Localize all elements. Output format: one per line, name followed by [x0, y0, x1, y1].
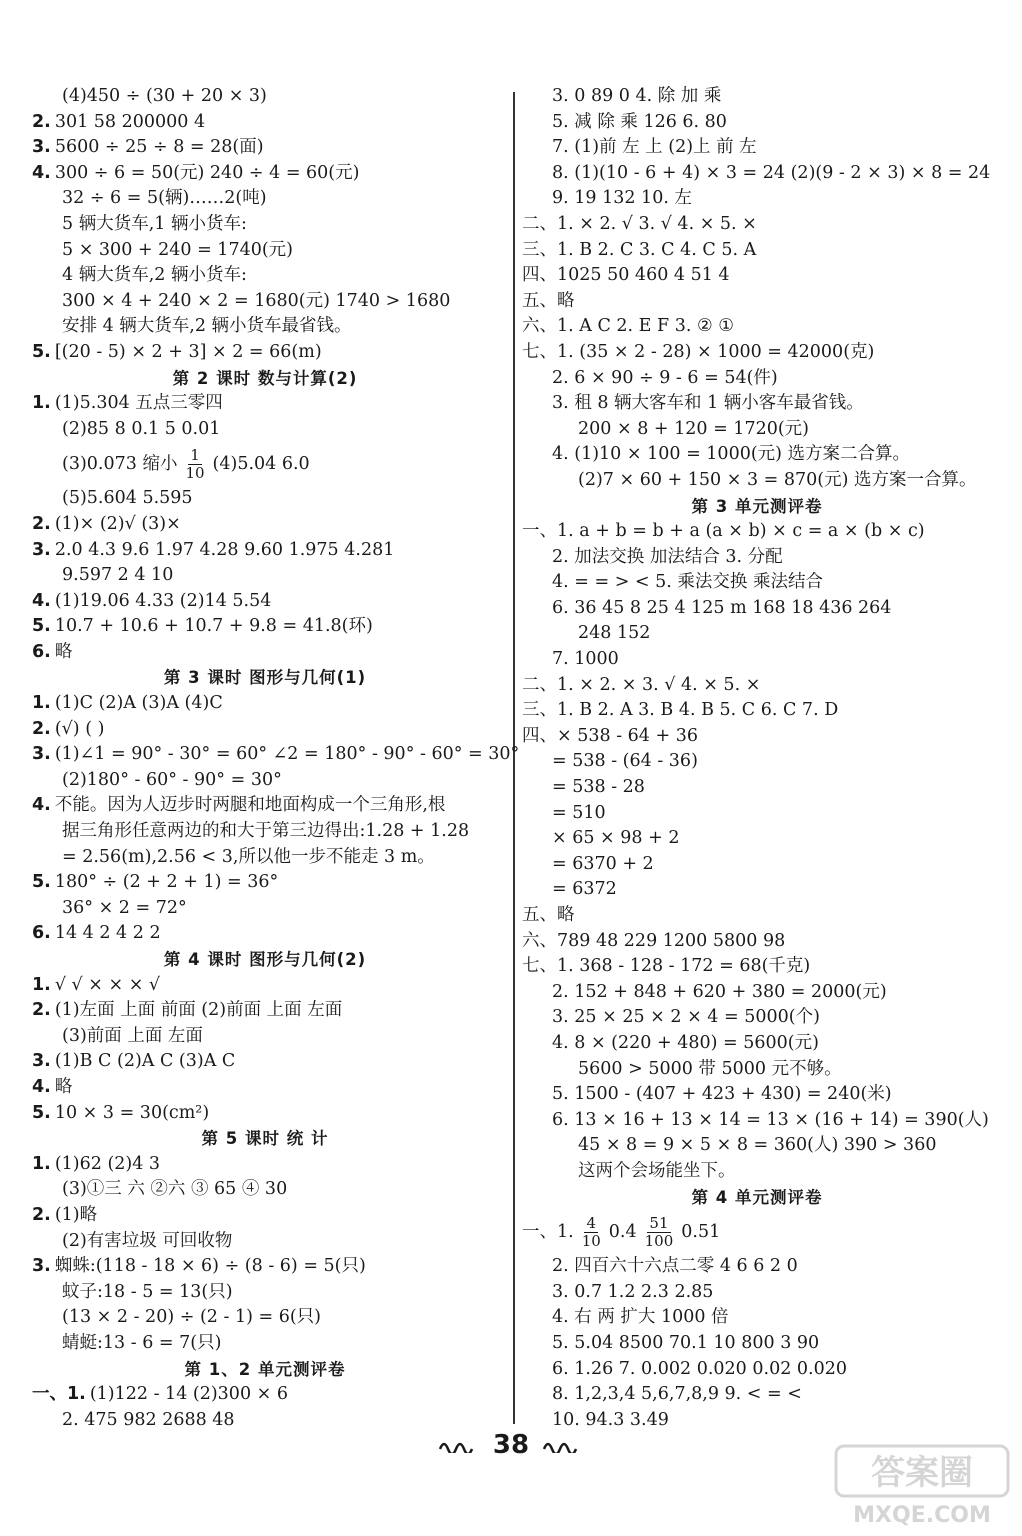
answer-text: 五、略: [522, 905, 575, 925]
answer-line: [522, 980, 992, 1006]
answer-line: [522, 954, 992, 980]
answer-text: 二、1. × 2. × 3. √ 4. × 5. ×: [522, 674, 761, 695]
answer-line: [522, 519, 992, 545]
answer-text: 10 × 3 = 30(cm²): [54, 1102, 210, 1123]
answer-text: 5. 1500 - (407 + 423 + 430) = 240(米): [552, 1084, 892, 1105]
question-number: 3.: [32, 1256, 51, 1277]
answer-text: 45 × 8 = 9 × 5 × 8 = 360(人) 390 > 360: [578, 1135, 937, 1156]
answer-text: 6. 13 × 16 + 13 × 14 = 13 × (16 + 14) = 390(人): [552, 1109, 989, 1130]
answer-text: (3)0.073 缩小: [62, 454, 178, 475]
answer-text: 4. 右 两 扩大 1000 倍: [552, 1307, 729, 1328]
answer-line: [32, 973, 498, 999]
answer-text: 2.0 4.3 9.6 1.97 4.28 9.60 1.975 4.281: [54, 539, 395, 560]
answer-line: [32, 314, 498, 340]
answer-line: [32, 691, 498, 717]
answer-line: [32, 442, 498, 486]
answer-line: [32, 238, 498, 264]
answer-line: [522, 238, 992, 264]
answer-text: 三、1. B 2. C 3. C 4. C 5. A: [522, 239, 757, 260]
answer-line: [32, 1229, 498, 1255]
answer-text: (2)有害垃圾 可回收物: [62, 1230, 233, 1251]
answer-line: [522, 1305, 992, 1331]
answer-text: 248 152: [578, 623, 651, 644]
answer-line: [32, 1075, 498, 1101]
answer-text: 7. (1)前 左 上 (2)上 前 左: [552, 137, 757, 158]
answer-text: 200 × 8 + 120 = 1720(元): [578, 418, 809, 439]
answer-line: [32, 135, 498, 161]
answer-text: 五、略: [522, 290, 575, 311]
answer-text: (3)前面 上面 左面: [62, 1025, 203, 1046]
answer-line: [32, 1203, 498, 1229]
section-heading: 第 2 课时 数与计算(2): [172, 368, 358, 388]
right-ornament-icon: [542, 1437, 584, 1453]
answer-line: [32, 717, 498, 743]
question-number: 6.: [32, 641, 51, 662]
answer-line: [32, 84, 498, 110]
answer-line: [522, 1382, 992, 1408]
answer-line: [522, 852, 992, 878]
answer-text: 32 ÷ 6 = 5(辆)……2(吨): [62, 188, 267, 209]
question-number: 2.: [32, 111, 51, 132]
fraction-numerator: 4: [586, 1214, 597, 1233]
answer-line: [522, 698, 992, 724]
answer-line: [522, 1357, 992, 1383]
answer-line: [522, 263, 992, 289]
answer-text: (1)122 - 14 (2)300 × 6: [89, 1384, 289, 1405]
answer-line: [32, 1049, 498, 1075]
answer-text: 3. 25 × 25 × 2 × 4 = 5000(个): [552, 1007, 820, 1028]
answer-text: 180° ÷ (2 + 2 + 1) = 36°: [54, 872, 279, 893]
question-number: 1.: [32, 693, 51, 714]
answer-text: = 538 - 28: [552, 777, 645, 798]
answer-text: 蜻蜓:13 - 6 = 7(只): [62, 1332, 222, 1353]
answer-text: = 510: [552, 802, 606, 823]
answer-line: [522, 161, 992, 187]
answer-text: 七、1. 368 - 128 - 172 = 68(千克): [522, 956, 811, 977]
question-number: 2.: [32, 513, 51, 534]
question-number: 2.: [32, 1000, 51, 1021]
question-number: 5.: [32, 616, 51, 637]
answer-line: [32, 1280, 498, 1306]
answer-line: [32, 1331, 498, 1357]
answer-text: 四、× 538 - 64 + 36: [522, 725, 698, 746]
answer-text: 6. 1.26 7. 0.002 0.020 0.02 0.020: [552, 1358, 847, 1379]
answer-text: × 65 × 98 + 2: [552, 828, 680, 849]
answer-line: [32, 417, 498, 443]
answer-line: [522, 673, 992, 699]
answer-text: 5600 ÷ 25 ÷ 8 = 28(面): [54, 137, 264, 158]
answer-line: [32, 870, 498, 896]
answer-line: [32, 1101, 498, 1127]
answer-text: 300 × 4 + 240 × 2 = 1680(元) 1740 > 1680: [62, 290, 451, 311]
question-number: 2.: [32, 1204, 51, 1225]
answer-line: [522, 775, 992, 801]
answer-line: [32, 589, 498, 615]
answer-text: 5 × 300 + 240 = 1740(元): [62, 239, 293, 260]
answer-text: 三、1. B 2. A 3. B 4. B 5. C 6. C 7. D: [522, 700, 839, 721]
question-number: 一、1.: [32, 1384, 86, 1405]
answer-text: (1)19.06 4.33 (2)14 5.54: [54, 590, 272, 611]
question-number: 4.: [32, 1076, 51, 1097]
answer-text: (1)∠1 = 90° - 30° = 60° ∠2 = 180° - 90° - 60° = 30°: [54, 744, 520, 765]
answer-line: [32, 793, 498, 819]
answer-line: [32, 1024, 498, 1050]
answer-line: [522, 1031, 992, 1057]
question-number: 5.: [32, 341, 51, 362]
answer-text: 六、789 48 229 1200 5800 98: [522, 930, 786, 951]
answer-text: 8. (1)(10 - 6 + 4) × 3 = 24 (2)(9 - 2 × 3) × 8 = 24: [552, 162, 991, 183]
answer-line: [522, 468, 992, 494]
answer-text: 略: [54, 641, 73, 662]
answer-line: [32, 742, 520, 768]
answer-text: (5)5.604 5.595: [62, 488, 193, 509]
answer-line: [522, 366, 992, 392]
answer-line: [522, 391, 992, 417]
answer-text-after: (4)5.04 6.0: [212, 454, 310, 475]
answer-text: 301 58 200000 4: [54, 111, 206, 132]
answer-line: [522, 417, 992, 443]
question-number: 3.: [32, 1051, 51, 1072]
answer-line: [522, 135, 992, 161]
answer-text: (1)略: [54, 1204, 98, 1225]
answer-line: [32, 110, 498, 136]
answer-text: (1)5.304 五点三零四: [54, 393, 223, 414]
answer-text: = 6370 + 2: [552, 853, 654, 874]
answer-text: (13 × 2 - 20) ÷ (2 - 1) = 6(只): [62, 1307, 321, 1328]
answer-line: [32, 1152, 498, 1178]
page-number: 38: [492, 1430, 530, 1460]
question-number: 1.: [32, 1153, 51, 1174]
answer-text: 四、1025 50 460 4 51 4: [522, 265, 730, 286]
answer-line: [522, 1331, 992, 1357]
answer-line: [522, 442, 992, 468]
watermark-logo: [832, 1442, 1012, 1528]
answer-line: [522, 1005, 992, 1031]
question-number: 1.: [32, 393, 51, 414]
answer-text: 蚊子:18 - 5 = 13(只): [62, 1281, 233, 1302]
answer-text: 这两个会场能坐下。: [578, 1160, 736, 1181]
answer-line: [522, 749, 992, 775]
answer-line: [32, 512, 498, 538]
question-number: 4.: [32, 162, 51, 183]
answer-text: 一、1. a + b = b + a (a × b) × c = a × (b × c): [522, 521, 925, 542]
answer-text: 据三角形任意两边的和大于第三边得出:1.28 + 1.28: [62, 821, 470, 842]
fraction: [183, 447, 206, 482]
section-heading: 第 5 课时 统 计: [201, 1129, 329, 1149]
answer-text: (1)C (2)A (3)A (4)C: [54, 693, 223, 714]
answer-line: [32, 538, 498, 564]
answer-text: 4. 8 × (220 + 480) = 5600(元): [552, 1032, 819, 1053]
answer-text: 9. 19 132 10. 左: [552, 188, 692, 209]
answer-text: 6. 36 45 8 25 4 125 m 168 18 436 264: [552, 597, 892, 618]
answer-line: [32, 1254, 498, 1280]
answer-text: 二、1. × 2. √ 3. √ 4. × 5. ×: [522, 213, 757, 234]
answer-line: [32, 998, 498, 1024]
answer-line: [522, 1133, 992, 1159]
answer-line: [522, 186, 992, 212]
fraction: [643, 1215, 676, 1250]
answer-line: [32, 212, 498, 238]
answer-line: [522, 877, 992, 903]
answer-text: 7. 1000: [552, 649, 619, 670]
question-number: 6.: [32, 923, 51, 944]
answer-text: 36° × 2 = 72°: [62, 897, 187, 918]
answer-text: 2. 四百六十六点二零 4 6 6 2 0: [552, 1256, 798, 1277]
answer-text: = 538 - (64 - 36): [552, 751, 698, 772]
answer-line: [522, 647, 992, 673]
answer-text: (2)180° - 60° - 90° = 30°: [62, 769, 282, 790]
question-number: 3.: [32, 744, 51, 765]
answer-line: [32, 614, 498, 640]
answer-line: [522, 340, 992, 366]
answer-line: [522, 929, 992, 955]
answer-text: 蜘蛛:(118 - 18 × 6) ÷ (8 - 6) = 5(只): [54, 1256, 366, 1277]
answer-text: 2. 6 × 90 ÷ 9 - 6 = 54(件): [552, 367, 778, 388]
question-number: 5.: [32, 872, 51, 893]
answer-text: 略: [54, 1076, 73, 1097]
answer-text: (3)①三 六 ②六 ③ 65 ④ 30: [62, 1179, 288, 1200]
answer-text: = 6372: [552, 879, 617, 900]
answer-line: [32, 186, 498, 212]
answer-text: 5. 5.04 8500 70.1 10 800 3 90: [552, 1332, 820, 1353]
section-heading: 第 3 课时 图形与几何(1): [163, 668, 367, 688]
watermark-url: MXQE.COM: [853, 1503, 991, 1528]
answer-line: [32, 845, 498, 871]
question-number: 3.: [32, 137, 51, 158]
answer-text: 七、1. (35 × 2 - 28) × 1000 = 42000(克): [522, 341, 875, 362]
answer-line: [522, 1280, 992, 1306]
answer-text: 10.7 + 10.6 + 10.7 + 9.8 = 41.8(环): [54, 616, 373, 637]
section-heading: 第 4 课时 图形与几何(2): [163, 950, 367, 969]
answer-text: 300 ÷ 6 = 50(元) 240 ÷ 4 = 60(元): [54, 162, 360, 183]
answer-line: [522, 314, 992, 340]
left-ornament-icon: [438, 1437, 480, 1453]
answer-text: 5 辆大货车,1 辆小货车:: [62, 213, 247, 234]
fraction-denominator: 10: [581, 1232, 601, 1251]
answer-line: [522, 1108, 992, 1134]
answer-text: 4. = = > < 5. 乘法交换 乘法结合: [552, 572, 823, 593]
answer-line: [32, 391, 498, 417]
answer-line: [522, 1210, 992, 1254]
answer-line: [32, 263, 498, 289]
answer-text: 2. 152 + 848 + 620 + 380 = 2000(元): [552, 981, 887, 1002]
answer-line: [522, 545, 992, 571]
answer-line: [522, 289, 992, 315]
answer-text: = 2.56(m),2.56 < 3,所以他一步不能走 3 m。: [62, 846, 435, 867]
answer-text: (1)B C (2)A C (3)A C: [54, 1051, 236, 1072]
answer-text: 8. 1,2,3,4 5,6,7,8,9 9. < = <: [552, 1384, 802, 1405]
answer-text: 3. 0 89 0 4. 除 加 乘: [552, 86, 722, 106]
answer-text: (1)左面 上面 前面 (2)前面 上面 左面: [54, 1000, 343, 1021]
answer-text: (2)85 8 0.1 5 0.01: [62, 418, 221, 439]
answer-text: [(20 - 5) × 2 + 3] × 2 = 66(m): [54, 341, 322, 362]
answer-line: [522, 1159, 992, 1185]
answer-line: [32, 640, 498, 666]
fraction-numerator: 51: [649, 1214, 669, 1233]
section-heading: 第 3 单元测评卷: [691, 496, 823, 516]
answer-text: 9.597 2 4 10: [62, 565, 174, 586]
answer-line: [522, 84, 992, 110]
answer-line: [522, 621, 992, 647]
answer-text: 安排 4 辆大货车,2 辆小货车最省钱。: [62, 316, 352, 337]
answer-line: [522, 826, 992, 852]
question-number: 4.: [32, 795, 51, 816]
answer-text: 10. 94.3 3.49: [552, 1409, 669, 1430]
fraction-denominator: 10: [185, 464, 205, 483]
left-column: [32, 84, 520, 1433]
right-column: [522, 84, 992, 1433]
answer-text: √ √ × × × √: [54, 974, 161, 995]
answer-line: [32, 161, 498, 187]
answer-line: [32, 1382, 498, 1408]
answer-text: 4. (1)10 × 100 = 1000(元) 选方案二合算。: [552, 444, 911, 465]
question-number: 5.: [32, 1102, 51, 1123]
answer-text: 3. 租 8 辆大客车和 1 辆小客车最省钱。: [552, 393, 864, 414]
answer-line: [522, 212, 992, 238]
answer-text: (4)450 ÷ (30 + 20 × 3): [62, 86, 267, 106]
fraction: [580, 1215, 603, 1250]
answer-text: 5600 > 5000 带 5000 元不够。: [578, 1058, 842, 1079]
section-heading: 第 1、2 单元测评卷: [184, 1359, 346, 1379]
answer-line: [522, 724, 992, 750]
answer-line: [522, 903, 992, 929]
answer-line: [32, 486, 498, 512]
answer-text: 3. 0.7 1.2 2.3 2.85: [552, 1281, 714, 1302]
answer-text: 一、1.: [522, 1222, 574, 1243]
fraction-numerator: 1: [190, 446, 200, 465]
answer-line: [522, 1082, 992, 1108]
answer-text: 2. 加法交换 加法结合 3. 分配: [552, 546, 783, 567]
answer-line: [522, 801, 992, 827]
question-number: 1.: [32, 974, 51, 995]
answer-text: 六、1. A C 2. E F 3. ② ①: [522, 316, 734, 337]
answer-text-mid: 0.4: [608, 1222, 637, 1243]
answer-line: [522, 1254, 992, 1280]
question-number: 2.: [32, 718, 51, 739]
answer-line: [522, 596, 992, 622]
answer-text: 4 辆大货车,2 辆小货车:: [62, 265, 247, 286]
answer-text: 不能。因为人迈步时两腿和地面构成一个三角形,根: [54, 795, 446, 816]
fraction-denominator: 100: [644, 1232, 674, 1251]
section-heading: 第 4 单元测评卷: [691, 1187, 823, 1207]
answer-line: [32, 819, 498, 845]
answer-line: [32, 896, 498, 922]
answer-text: 14 4 2 4 2 2: [54, 923, 161, 944]
answer-line: [32, 1305, 498, 1331]
answer-text: 2. 475 982 2688 48: [62, 1409, 235, 1430]
answer-line: [32, 1177, 498, 1203]
answer-line: [522, 110, 992, 136]
answer-line: [522, 1057, 992, 1083]
answer-text: (2)7 × 60 + 150 × 3 = 870(元) 选方案一合算。: [578, 469, 977, 490]
answer-text: (√) ( ): [54, 718, 105, 739]
answer-line: [32, 340, 498, 366]
answer-line: [32, 921, 498, 947]
question-number: 4.: [32, 590, 51, 611]
answer-line: [32, 289, 498, 315]
answer-line: [522, 570, 992, 596]
question-number: 3.: [32, 539, 51, 560]
answer-text: (1)62 (2)4 3: [54, 1153, 161, 1174]
answer-line: [32, 768, 498, 794]
answer-text: (1)× (2)√ (3)×: [54, 513, 181, 534]
answer-text-after: 0.51: [681, 1222, 721, 1243]
answer-text: 5. 减 除 乘 126 6. 80: [552, 111, 727, 132]
answer-line: [32, 563, 498, 589]
watermark-title: 答案圈: [871, 1453, 973, 1493]
